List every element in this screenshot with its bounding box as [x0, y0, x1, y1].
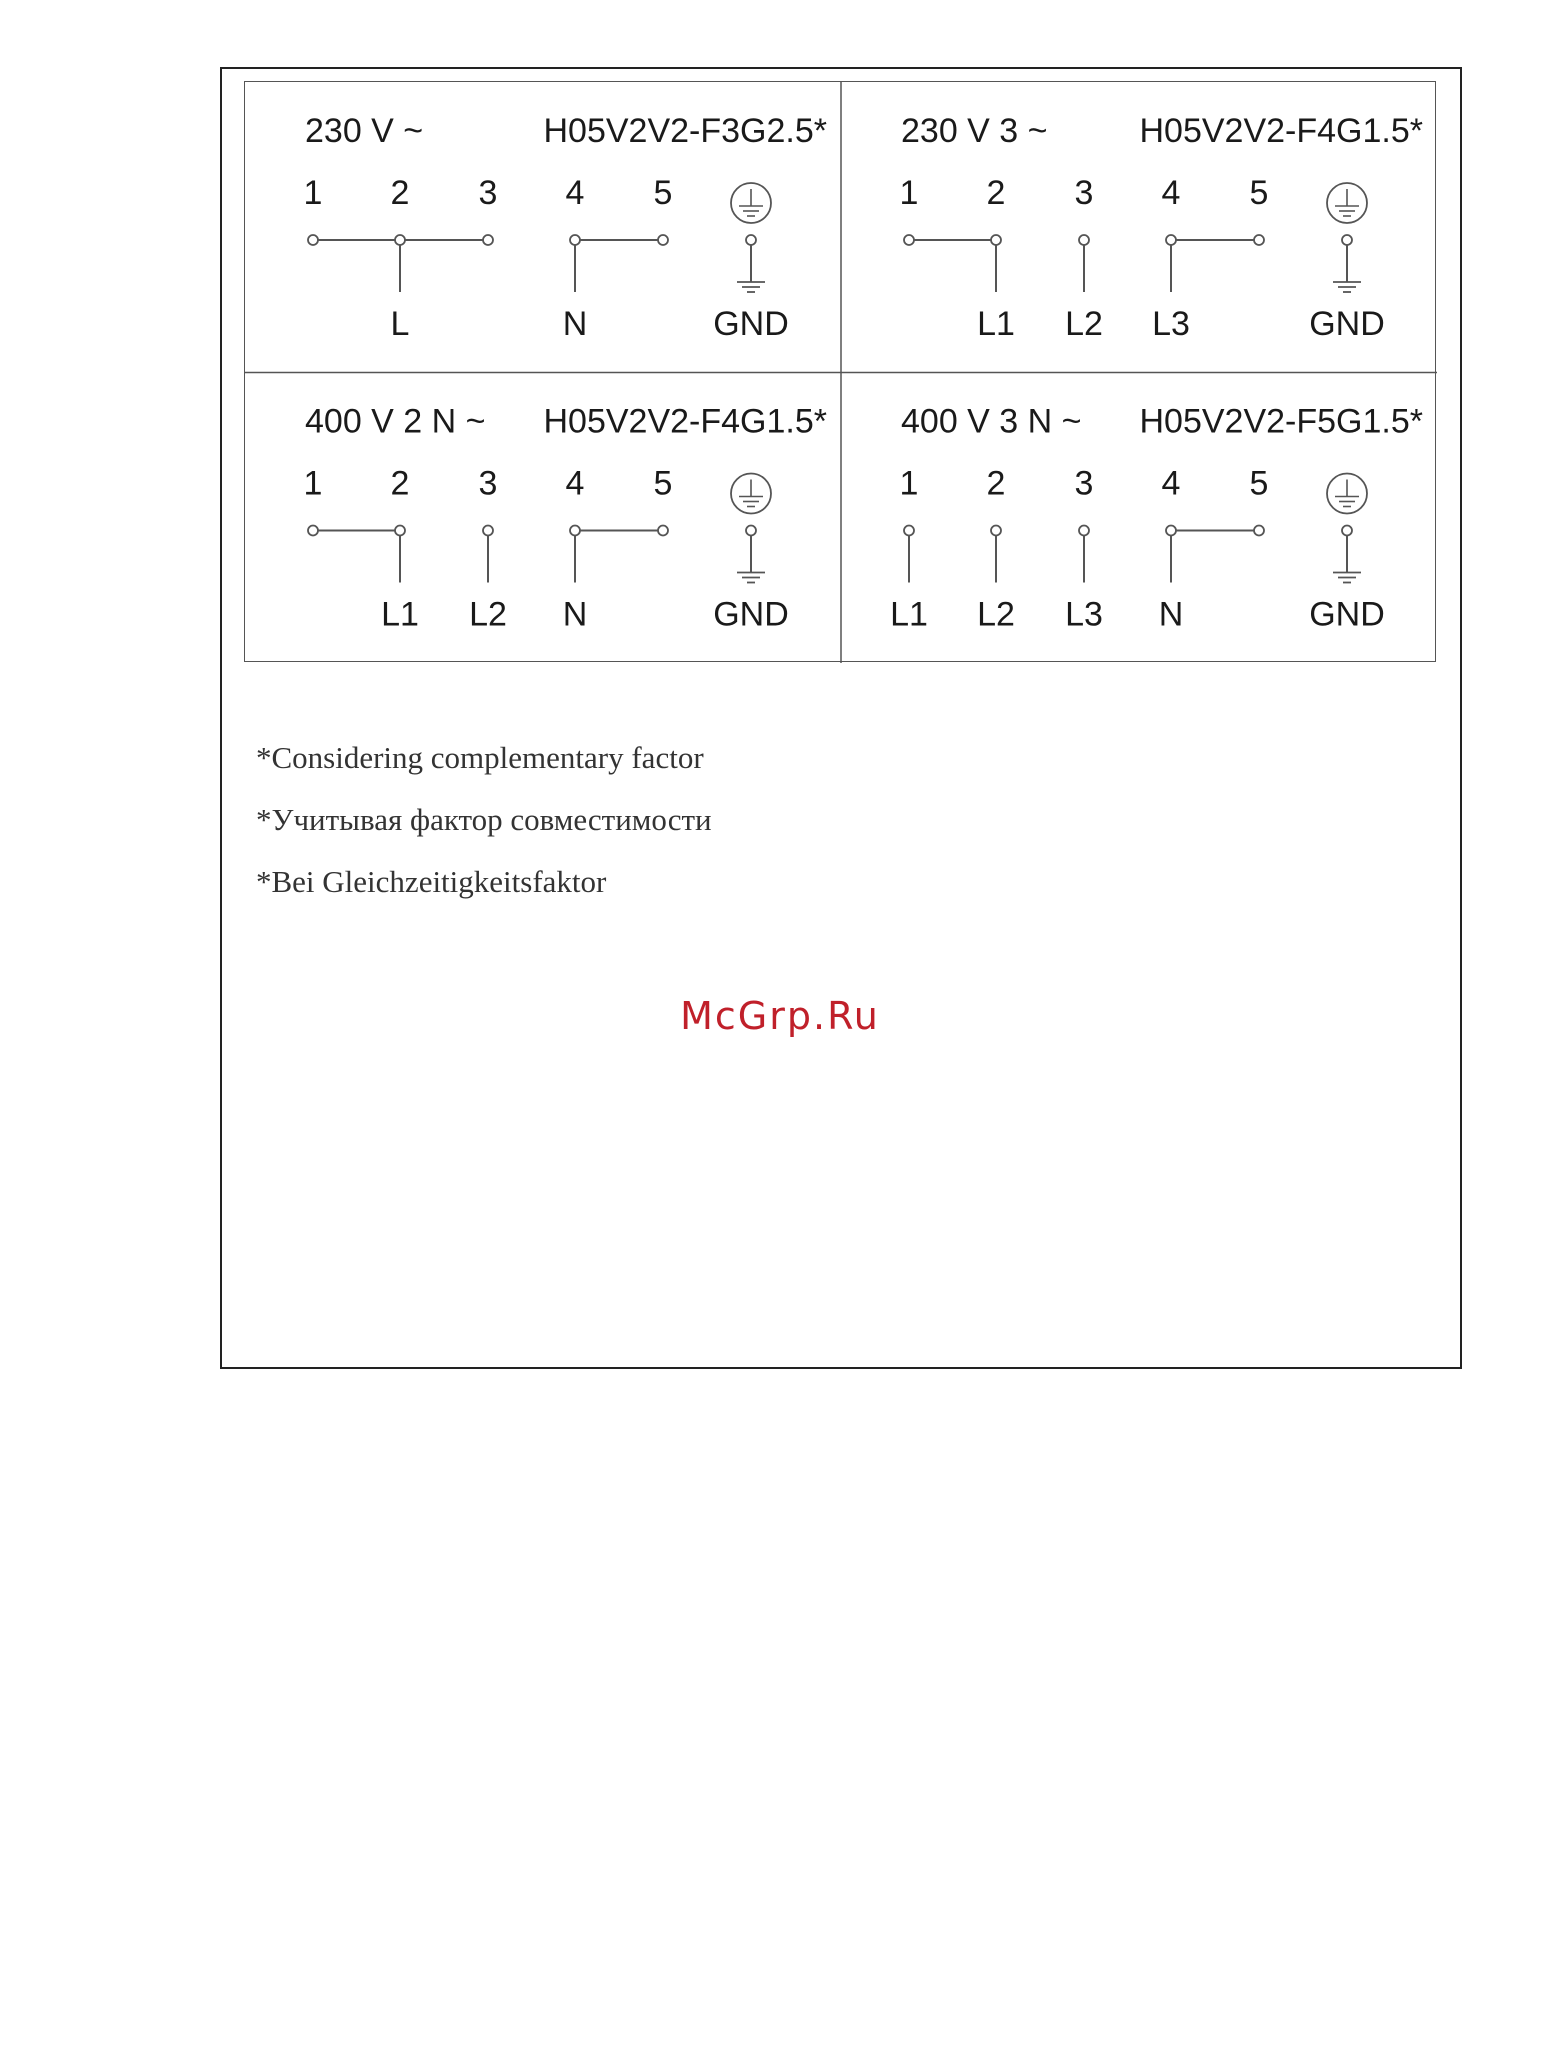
panel-cable: H05V2V2-F3G2.5*	[543, 112, 827, 150]
panel-title: 400 V 2 N ~	[305, 402, 486, 441]
terminal-point	[395, 526, 405, 536]
ground-terminal-point	[1342, 235, 1352, 245]
note-russian: *Учитывая фактор совместимости	[256, 802, 712, 837]
panel-title: 230 V 3 ~	[901, 112, 1048, 150]
wiring-panel	[304, 112, 827, 343]
terminal-number: 2	[986, 464, 1006, 503]
terminal-point	[483, 526, 493, 536]
output-label: N	[562, 305, 588, 343]
notes	[256, 740, 1156, 926]
terminal-number: 5	[653, 174, 673, 212]
wiring-panel	[890, 403, 1423, 634]
output-label: L1	[977, 305, 1015, 343]
terminal-number: 5	[1249, 464, 1269, 503]
output-label: N	[562, 595, 588, 634]
panel-cable: H05V2V2-F4G1.5*	[1139, 112, 1423, 150]
terminal-number: 4	[1161, 174, 1181, 212]
note-german: *Bei Gleichzeitigkeitsfaktor	[256, 864, 607, 899]
terminal-number: 1	[303, 464, 323, 503]
terminal-point	[904, 235, 914, 245]
output-label: L2	[469, 595, 507, 634]
terminal-point	[570, 235, 580, 245]
terminal-number: 2	[986, 174, 1006, 212]
terminal-point	[1079, 235, 1089, 245]
terminal-point	[991, 526, 1001, 536]
terminal-number: 2	[390, 464, 410, 503]
terminal-number: 3	[1074, 464, 1094, 503]
output-label: L1	[890, 595, 928, 634]
terminal-point	[308, 526, 318, 536]
terminal-number: 5	[653, 464, 673, 503]
terminal-point	[483, 235, 493, 245]
terminal-point	[570, 526, 580, 536]
terminal-number: 1	[899, 174, 919, 212]
ground-label: GND	[1309, 595, 1385, 634]
wiring-panel	[304, 403, 827, 634]
terminal-number: 3	[478, 174, 498, 212]
ground-label: GND	[713, 305, 789, 343]
output-label: L3	[1152, 305, 1190, 343]
panel-title: 400 V 3 N ~	[901, 402, 1082, 441]
terminal-number: 4	[1161, 464, 1181, 503]
ground-terminal-point	[746, 235, 756, 245]
output-label: N	[1158, 595, 1184, 634]
terminal-number: 4	[565, 464, 585, 503]
terminal-number: 3	[478, 464, 498, 503]
ground-terminal-point	[746, 526, 756, 536]
terminal-number: 1	[899, 464, 919, 503]
terminal-point	[658, 526, 668, 536]
terminal-point	[1166, 526, 1176, 536]
panel-cable: H05V2V2-F5G1.5*	[1139, 402, 1423, 441]
wiring-diagram-svg	[245, 82, 1437, 663]
output-label: L2	[977, 595, 1015, 634]
terminal-point	[1166, 235, 1176, 245]
terminal-point	[904, 526, 914, 536]
terminal-number: 4	[565, 174, 585, 212]
wiring-diagram	[244, 81, 1436, 662]
note-english: *Considering complementary factor	[256, 740, 704, 775]
terminal-point	[991, 235, 1001, 245]
output-label: L3	[1065, 595, 1103, 634]
terminal-point	[1079, 526, 1089, 536]
ground-label: GND	[1309, 305, 1385, 343]
terminal-point	[1254, 235, 1264, 245]
ground-terminal-point	[1342, 526, 1352, 536]
panel-title: 230 V ~	[305, 112, 424, 150]
terminal-number: 3	[1074, 174, 1094, 212]
terminal-point	[395, 235, 405, 245]
watermark: McGrp.Ru	[680, 994, 880, 1038]
output-label: L	[390, 305, 410, 343]
terminal-point	[658, 235, 668, 245]
wiring-panel	[900, 112, 1423, 343]
panel-cable: H05V2V2-F4G1.5*	[543, 402, 827, 441]
terminal-point	[1254, 526, 1264, 536]
output-label: L1	[381, 595, 419, 634]
terminal-number: 2	[390, 174, 410, 212]
terminal-point	[308, 235, 318, 245]
ground-label: GND	[713, 595, 789, 634]
output-label: L2	[1065, 305, 1103, 343]
terminal-number: 1	[303, 174, 323, 212]
terminal-number: 5	[1249, 174, 1269, 212]
